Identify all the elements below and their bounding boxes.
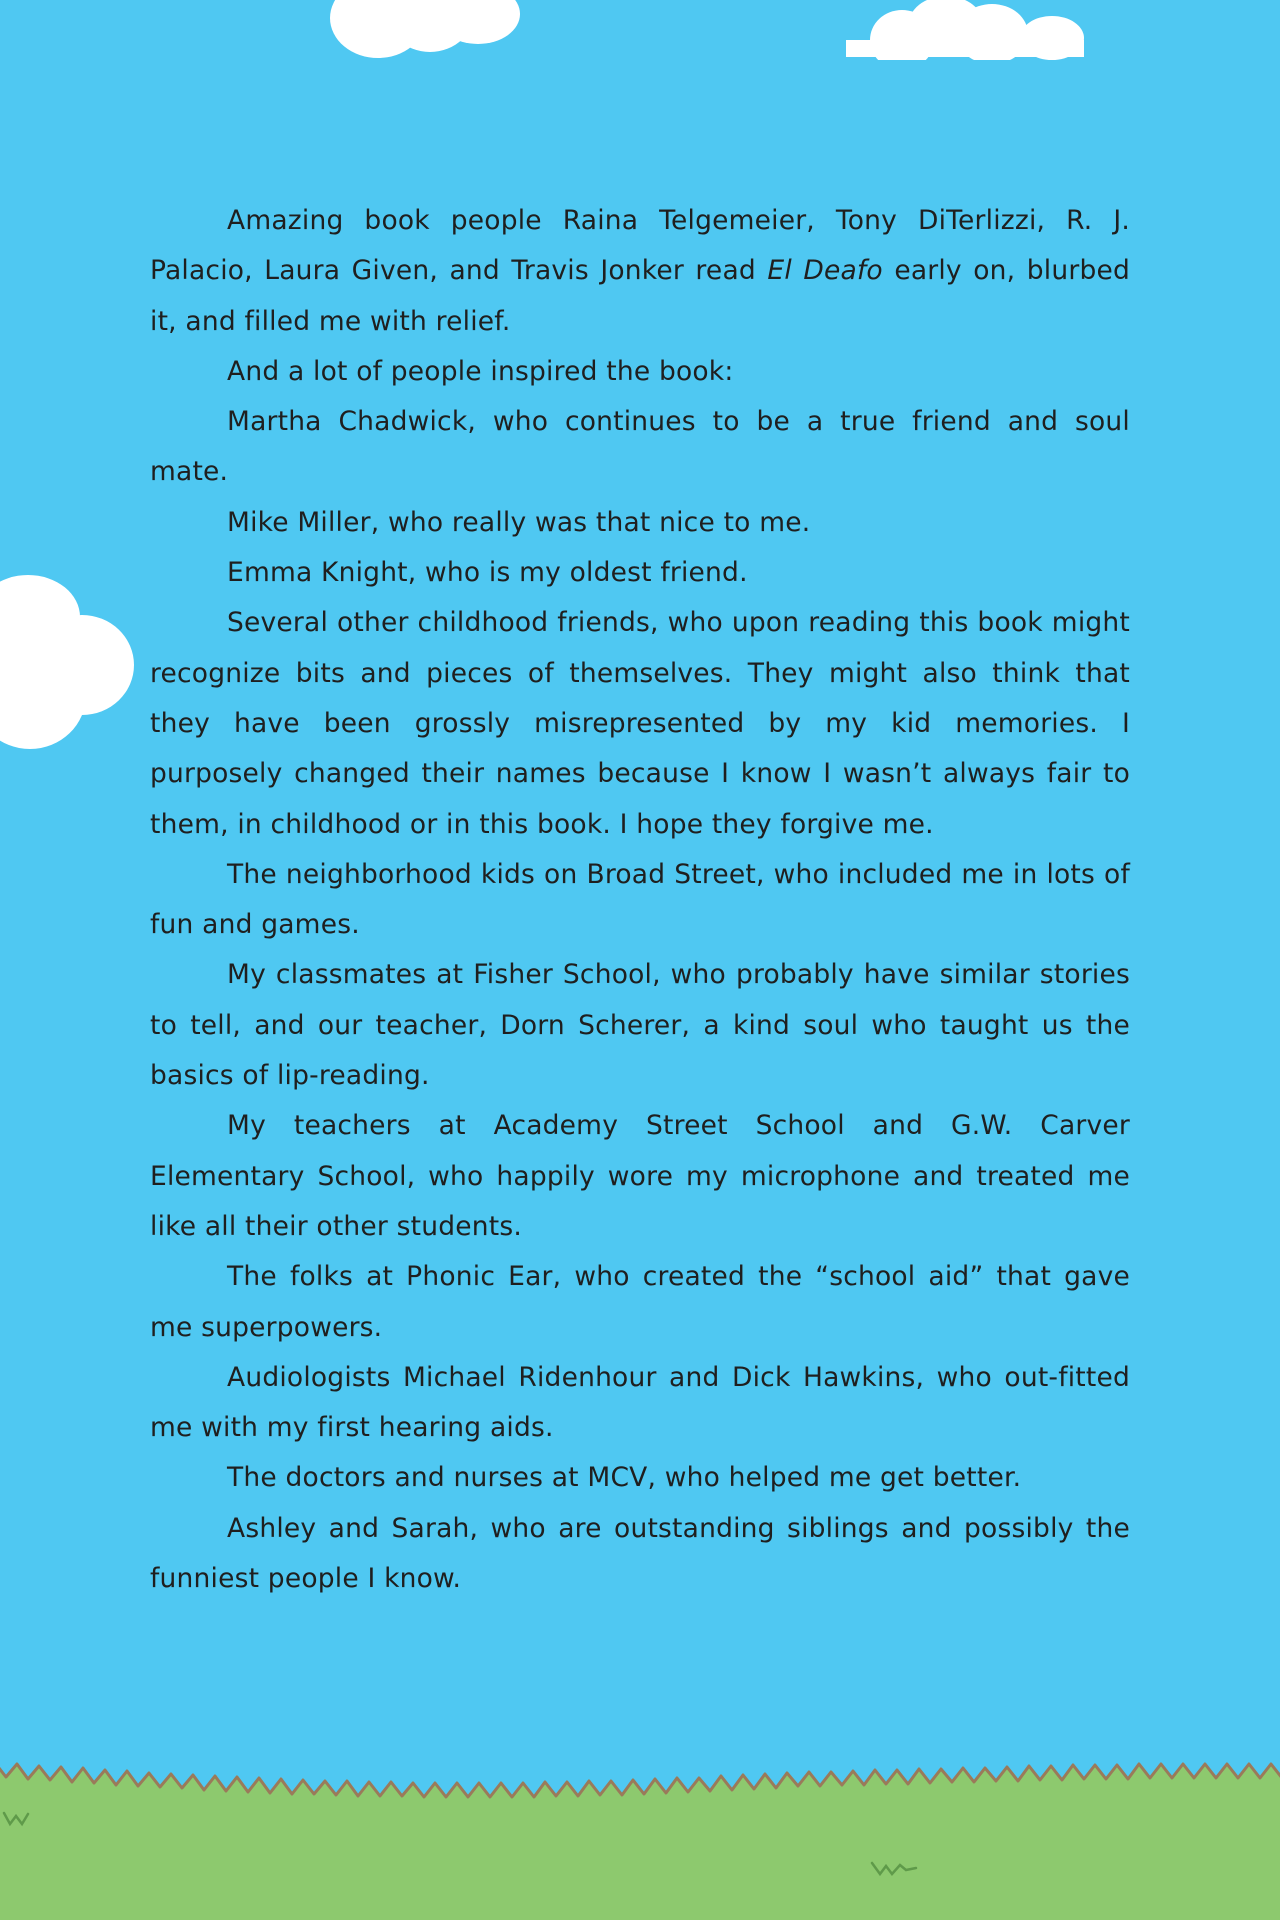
paragraph: Several other childhood friends, who upon reading this book might recognize bits and pieces of themselves. They might also think that they have been grossly misrepresented by my kid memories. I purposely changed their names because I know I wasn’t always fair to them, in childhood or in this book. I hope they forgive me.	[150, 607, 1130, 840]
paragraph: Ashley and Sarah, who are outstanding siblings and possibly the funniest people I know.	[150, 1512, 1130, 1595]
cloud-top-left	[318, 0, 534, 62]
paragraph	[150, 196, 1130, 347]
paragraph: Martha Chadwick, who continues to be a true friend and soul mate.	[150, 406, 1130, 488]
cloud-left	[0, 575, 140, 751]
paragraph: My teachers at Academy Street School and G.W. Carver Elementary School, who happily wore my microphone and treated me like all their other students.	[150, 1110, 1130, 1242]
acknowledgments-text	[150, 196, 1130, 1604]
paragraph: Audiologists Michael Ridenhour and Dick Hawkins, who out-fitted me with my first hearing aids.	[150, 1361, 1130, 1444]
paragraph: My classmates at Fisher School, who probably have similar stories to tell, and our teacher, Dorn Scherer, a kind soul who taught us the basics of lip-reading.	[150, 959, 1130, 1092]
paragraph: The neighborhood kids on Broad Street, who included me in lots of fun and games.	[150, 858, 1130, 941]
cloud-top-right	[842, 0, 1100, 60]
paragraph: The folks at Phonic Ear, who created the “school aid” that gave me superpowers.	[150, 1261, 1130, 1343]
book-title: El Deafo	[767, 255, 883, 287]
paragraph-text: Amazing book people Raina Telgemeier, Tony DiTerlizzi, R. J. Palacio, Laura Given, and Travis Jonker read	[150, 205, 1130, 287]
paragraph: Emma Knight, who is my oldest friend.	[227, 557, 748, 589]
grass-ground	[0, 1720, 1280, 1920]
paragraph: And a lot of people inspired the book:	[227, 355, 734, 387]
paragraph: The doctors and nurses at MCV, who helped me get better.	[227, 1462, 1022, 1494]
paragraph-text: early on, blurbed it, and filled me with relief.	[150, 255, 1130, 337]
paragraph: Mike Miller, who really was that nice to me.	[227, 506, 811, 538]
